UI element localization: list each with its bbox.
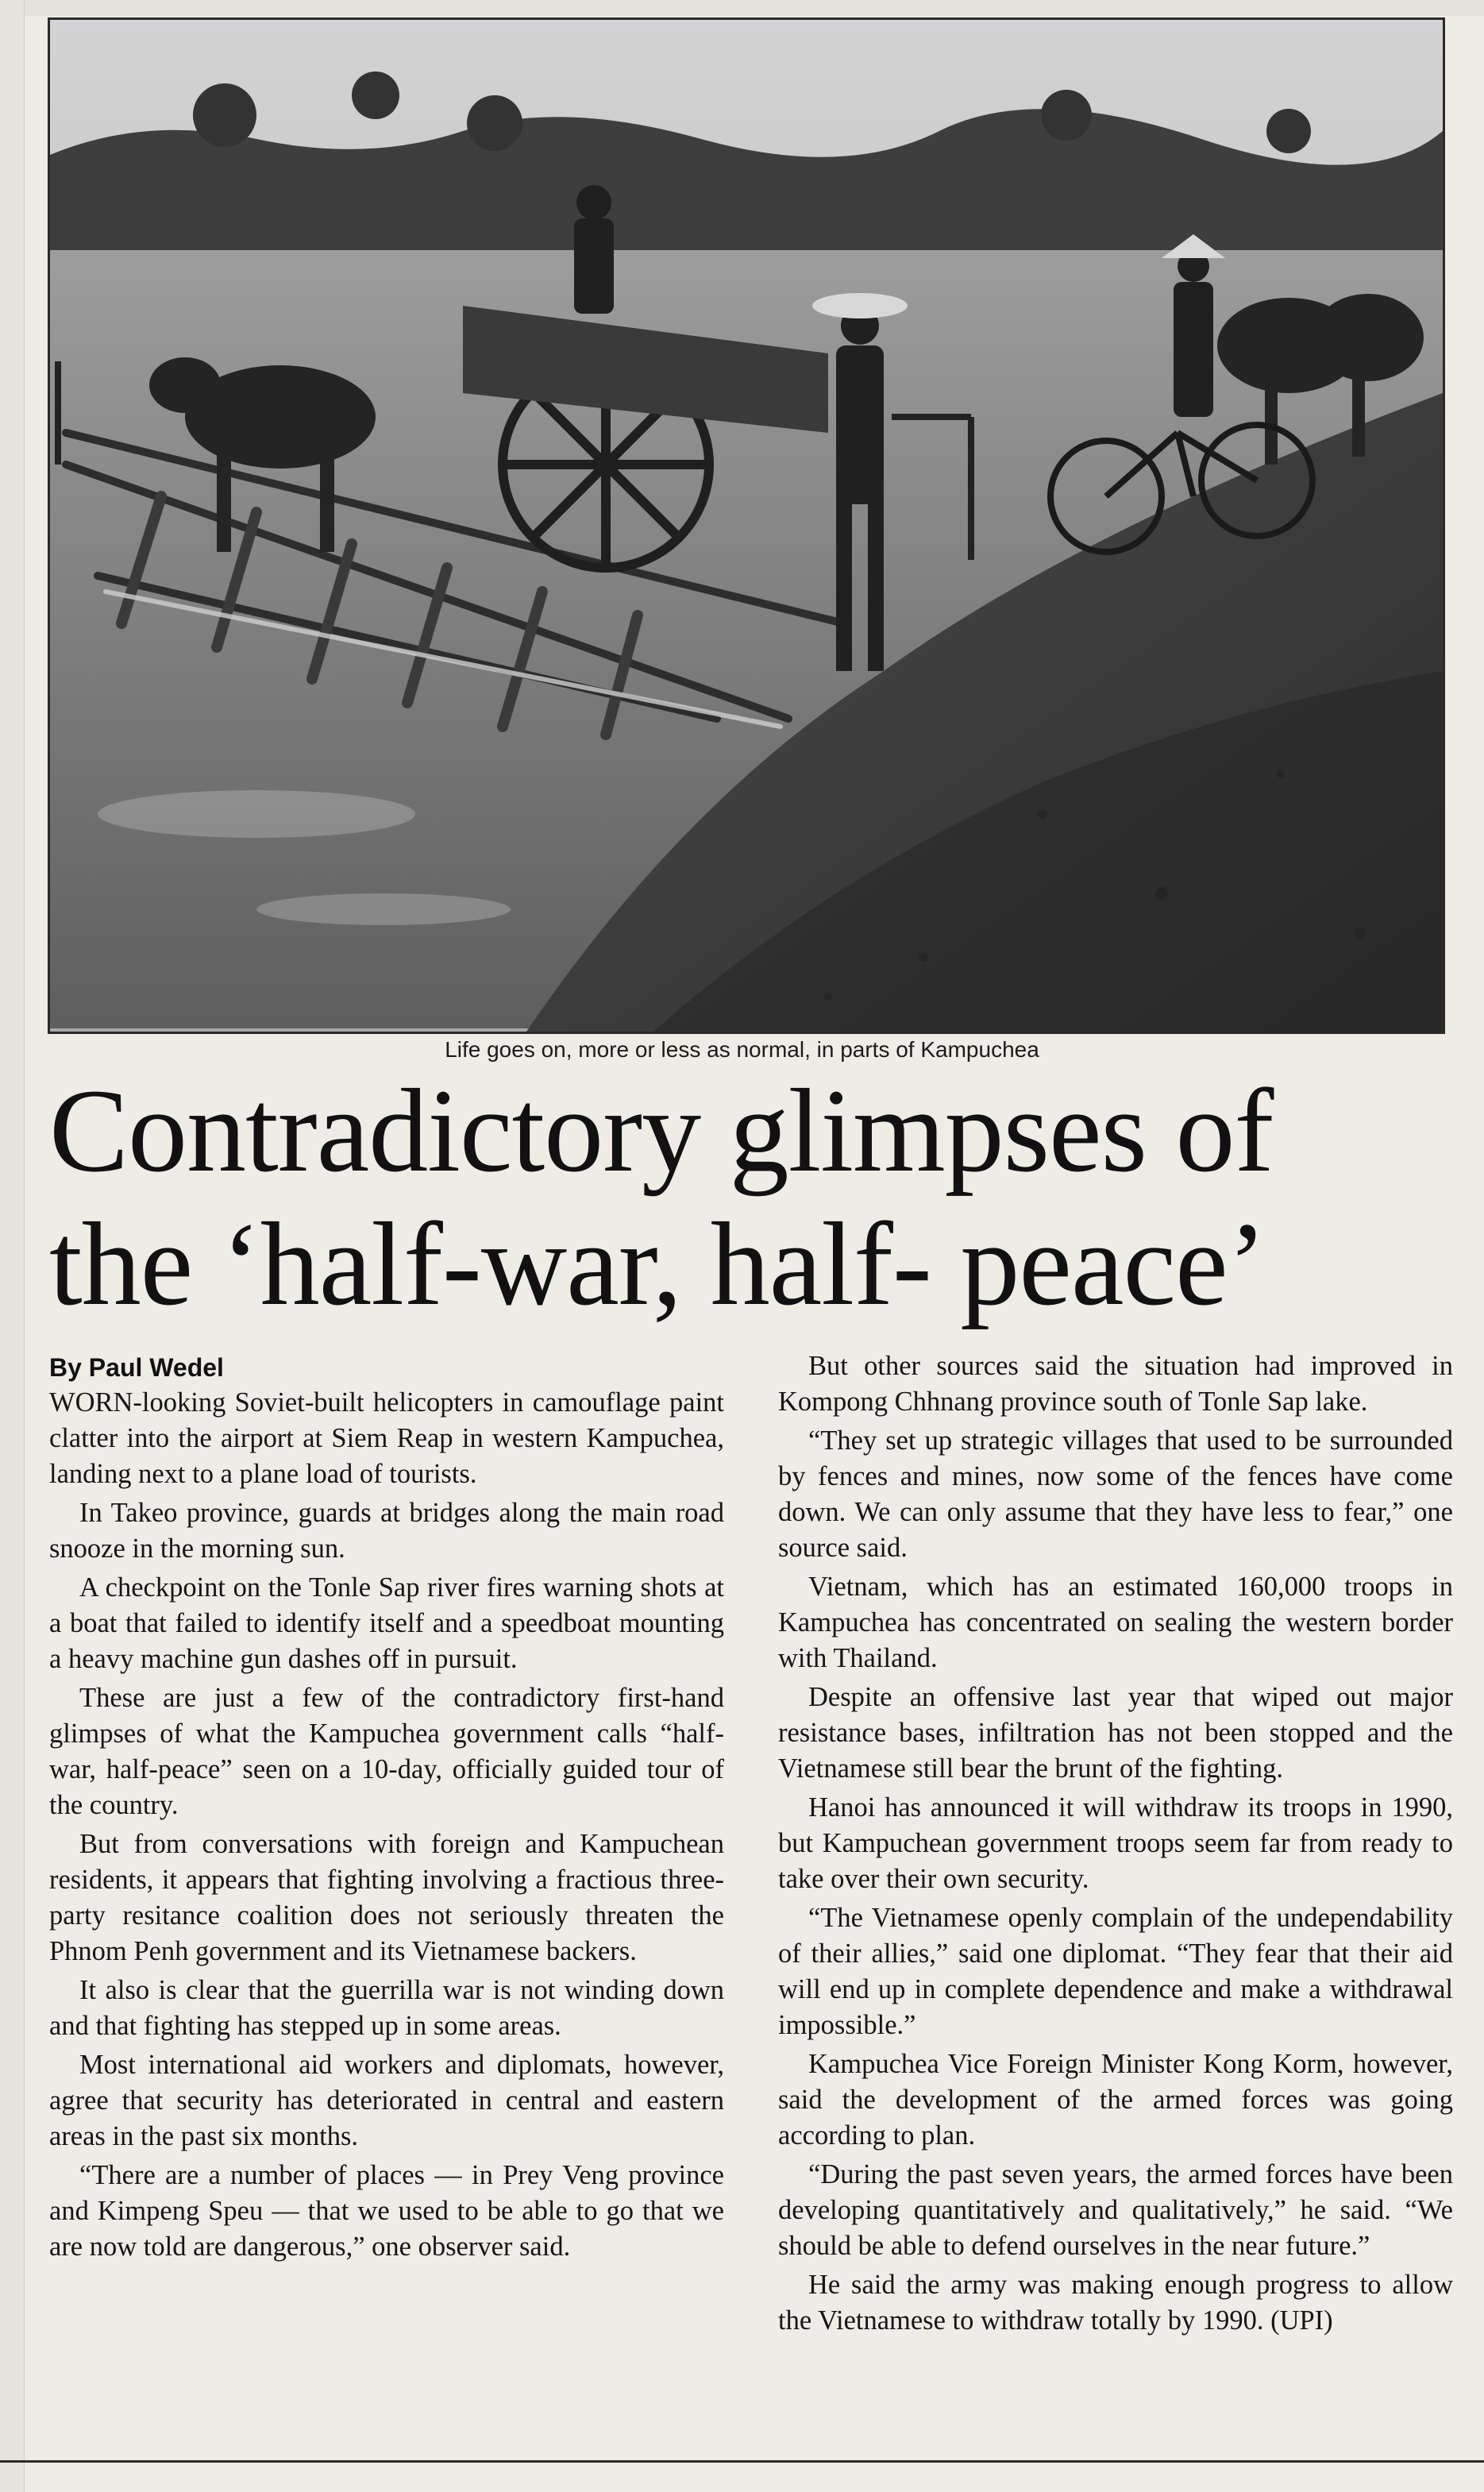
paragraph: “There are a number of places — in Prey Veng province and Kimpeng Speu — that we used to be able to go that we are now told are dangerous,” one observer said.	[49, 2160, 724, 2262]
page-bottom-rule	[0, 2460, 1484, 2463]
byline: By Paul Wedel	[49, 1353, 224, 1382]
article-column-right	[778, 1348, 1453, 2342]
paragraph: “They set up strategic villages that used to be surrounded by fences and mines, now some of the fences have come down. We can only assume that they have less to fear,” one source said.	[778, 1425, 1453, 1563]
paragraph: He said the army was making enough progress to allow the Vietnamese to withdraw totally by 1990. (UPI)	[778, 2270, 1453, 2336]
headline	[49, 1064, 1431, 1331]
paragraph: WORN-looking Soviet-built helicopters in camouflage paint clatter into the airport at Siem Reap in western Kampuchea, landing next to a plane load of tourists.	[49, 1387, 724, 1489]
previous-article-strip	[0, 0, 1484, 16]
paragraph: A checkpoint on the Tonle Sap river fires warning shots at a boat that failed to identify itself and a speedboat mounting a heavy machine gun dashes off in pursuit.	[49, 1572, 724, 1674]
article-column-left	[49, 1385, 724, 2268]
paragraph: Despite an offensive last year that wiped out major resistance bases, infiltration has not been stopped and the Vietnamese still bear the brunt of the fighting.	[778, 1682, 1453, 1784]
headline-line-1: Contradictory glimpses of	[49, 1065, 1274, 1197]
paragraph: “During the past seven years, the armed forces have been developing quantitatively and qualitatively,” he said. “We should be able to defend ourselves in the near future.”	[778, 2159, 1453, 2261]
paragraph: It also is clear that the guerrilla war is not winding down and that fighting has stepped up in some areas.	[49, 1975, 724, 2041]
paragraph: But other sources said the situation had improved in Kompong Chhnang province south of Tonle Sap lake.	[778, 1351, 1453, 1417]
news-photo	[48, 17, 1445, 1034]
paragraph: Most international aid workers and diplomats, however, agree that security has deteriorated in central and eastern areas in the past six months.	[49, 2050, 724, 2151]
paragraph: Kampuchea Vice Foreign Minister Kong Korm, however, said the development of the armed forces was going according to plan.	[778, 2049, 1453, 2151]
paragraph: Hanoi has announced it will withdraw its troops in 1990, but Kampuchean government troops seem far from ready to take over their own security.	[778, 1792, 1453, 1894]
paragraph: But from conversations with foreign and Kampuchean residents, it appears that fighting involving a fractious three-party resitance coalition does not seriously threaten the Phnom Penh government and its Vietnamese backers.	[49, 1829, 724, 1966]
adjacent-column-edge	[0, 0, 25, 2492]
paragraph: “The Vietnamese openly complain of the undependability of their allies,” said one diplomat. “They fear that their aid will end up in complete dependence and make a withdrawal impossible.”	[778, 1903, 1453, 2040]
headline-line-2: the ‘half-war, half- peace’	[49, 1198, 1266, 1330]
photo-caption: Life goes on, more or less as normal, in parts of Kampuchea	[445, 1037, 1039, 1062]
paragraph: In Takeo province, guards at bridges along the main road snooze in the morning sun.	[49, 1498, 724, 1564]
paragraph: Vietnam, which has an estimated 160,000 troops in Kampuchea has concentrated on sealing the western border with Thailand.	[778, 1572, 1453, 1673]
paragraph: These are just a few of the contradictory first-hand glimpses of what the Kampuchea government calls “half-war, half-peace” seen on a 10-day, officially guided tour of the country.	[49, 1683, 724, 1820]
